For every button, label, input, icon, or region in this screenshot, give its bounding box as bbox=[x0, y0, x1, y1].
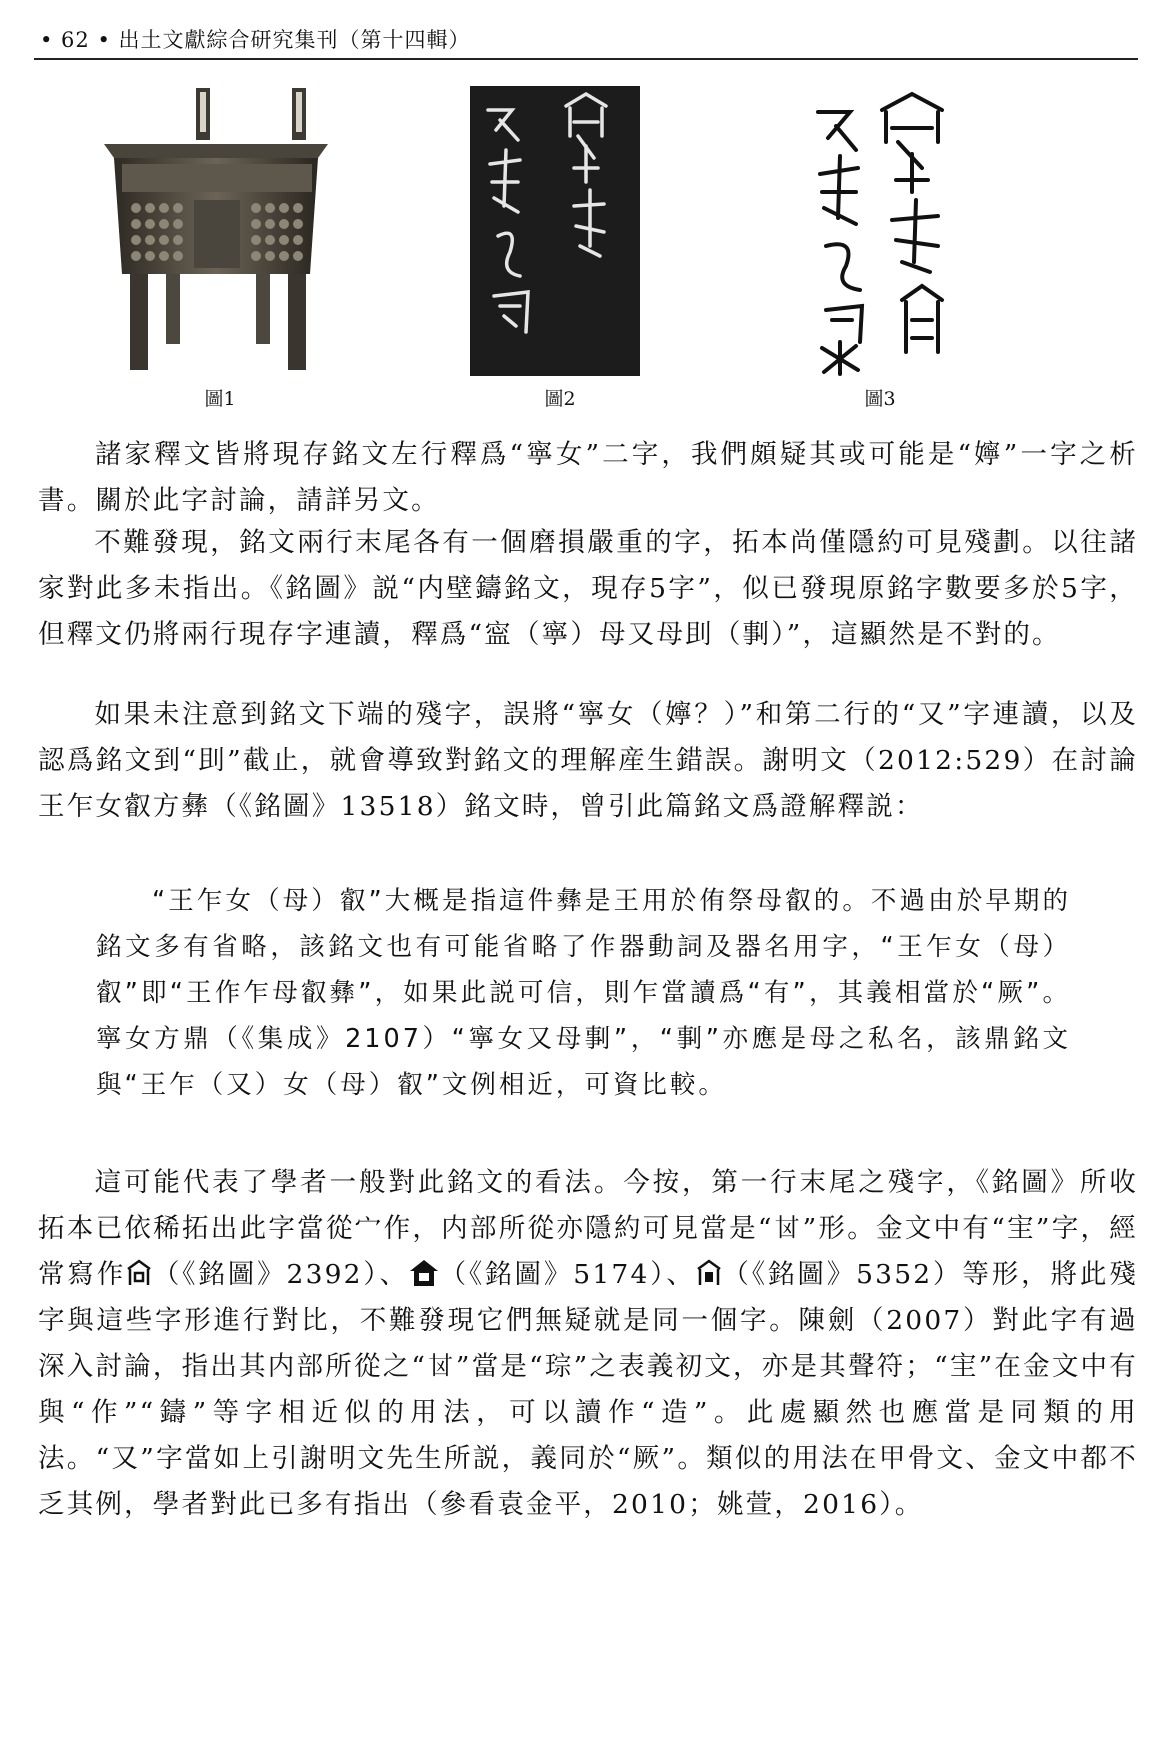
paragraph-2-text: 不難發現，銘文兩行末尾各有一個磨損嚴重的字，拓本尚僅隱約可見殘劃。以往諸家對此多未指出。《銘圖》説“内壁鑄銘文，現存5字”，似已發現原銘字數要多於5字，但釋文仍將兩行現存字連讀，釋爲“寍（寧）母又母刞（剚）”，這顯然是不對的。 bbox=[38, 527, 1138, 650]
figure-2-rubbing-image bbox=[470, 86, 640, 376]
figure-1-caption: 圖1 bbox=[204, 388, 236, 410]
bronze-glyph-2392-icon bbox=[126, 1259, 152, 1287]
block-quotation-text: “王乍女（母）叡”大概是指這件彝是王用於侑祭母叡的。不過由於早期的銘文多有省略，該銘文也有可能省略了作器動詞及器名用字，“王乍女（母）叡”即“王作乍母叡彝”，如果此説可信，則乍當讀爲“有”，其義相當於“厥”。寧女方鼎（《集成》2107）“寧女又母剚”，“剚”亦應是母之私名，該鼎銘文與“王乍（又）女（母）叡”文例相近，可資比較。 bbox=[96, 886, 1071, 1100]
figure-3-caption: 圖3 bbox=[864, 388, 896, 410]
paragraph-3-text: 如果未注意到銘文下端的殘字，誤將“寧女（嬣？）”和第二行的“又”字連讀，以及認爲銘文到“刞”截止，就會導致對銘文的理解産生錯誤。謝明文（2012:529）在討論王乍女叡方彝（《銘圖》13518）銘文時，曾引此篇銘文爲證解釋説： bbox=[38, 699, 1138, 822]
paragraph-3 bbox=[38, 692, 1138, 830]
figure-3-inscription-copy-image bbox=[812, 90, 962, 376]
running-head-text: • 62 • 出土文獻綜合研究集刊（第十四輯） bbox=[40, 28, 471, 52]
paragraph-4-text-a: 這可能代表了學者一般對此銘文的看法。今按，第一行末尾之殘字，《銘圖》所收拓本已依稀拓出此字當從宀作，内部所從亦隱約可見當是“𠀠”形。金文中有“宔”字，經常寫作 bbox=[38, 1167, 1138, 1290]
figure-2-caption: 圖2 bbox=[544, 388, 576, 410]
bronze-glyph-5352-icon bbox=[696, 1259, 722, 1287]
block-quotation bbox=[96, 878, 1071, 1108]
running-header bbox=[34, 22, 1138, 60]
paragraph-1-text: 諸家釋文皆將現存銘文左行釋爲“寧女”二字，我們頗疑其或可能是“嬣”一字之析書。關於此字討論，請詳另文。 bbox=[38, 439, 1138, 516]
paragraph-4-text-d: （《銘圖》5352）等形，將此殘字與這些字形進行對比，不難發現它們無疑就是同一個字。陳劍（2007）對此字有過深入討論，指出其内部所從之“𠀠”當是“琮”之表義初文，亦是其聲符；“宔”在金文中有與“作”“鑄”等字相近似的用法，可以讀作“造”。此處顯然也應當是同類的用法。“又”字當如上引謝明文先生所説，義同於“厥”。類似的用法在甲骨文、金文中都不乏其例，學者對此已多有指出（參看袁金平，2010；姚萱，2016）。 bbox=[38, 1259, 1139, 1520]
paragraph-4 bbox=[38, 1160, 1138, 1528]
paragraph-4-text-c: （《銘圖》5174）、 bbox=[438, 1259, 696, 1290]
paragraph-1 bbox=[38, 432, 1138, 524]
paragraph-2 bbox=[38, 520, 1138, 658]
paragraph-4-text-b: （《銘圖》2392）、 bbox=[152, 1259, 409, 1290]
figure-1-bronze-ding-image bbox=[96, 86, 346, 376]
bronze-glyph-5174-icon bbox=[409, 1259, 439, 1287]
